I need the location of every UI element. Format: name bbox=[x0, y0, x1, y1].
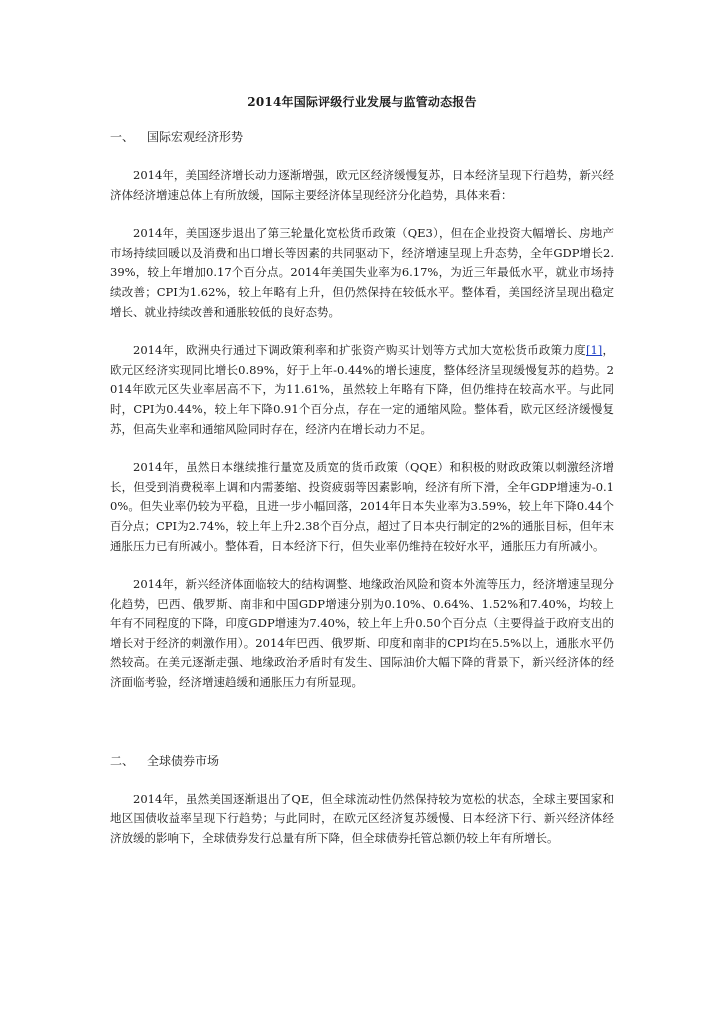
footnote-link[interactable]: [1] bbox=[585, 343, 603, 358]
document-body bbox=[110, 94, 614, 867]
section-number: 二、 bbox=[110, 753, 135, 768]
paragraph-bond-market: 2014年，虽然美国逐渐退出了QE，但全球流动性仍然保持较为宽松的状态，全球主要国家和地区国债收益率呈现下行趋势；与此同时，在欧元区经济复苏缓慢、日本经济下行、新兴经济体经济放缓的影响下，全球债券发行总量有所下降，但全球债券托管总额仍较上年有所增长。 bbox=[110, 791, 614, 845]
paragraph-text: ，欧元区经济实现同比增长0.89%，好于上年-0.44%的增长速度，整体经济呈现缓慢复苏的趋势。2014年欧元区失业率居高不下，为11.61%，虽然较上年略有下降，但仍维持在较高水平。与此同时，CPI为0.44%，较上年下降0.91个百分点，存在一定的通缩风险。整体看，欧元区经济缓慢复苏，但高失业率和通缩风险同时存在，经济内在增长动力不足。 bbox=[110, 343, 615, 436]
section-number: 一、 bbox=[110, 130, 135, 144]
paragraph-emerging-economies: 2014年，新兴经济体面临较大的结构调整、地缘政治风险和资本外流等压力，经济增速呈现分化趋势，巴西、俄罗斯、南非和中国GDP增速分别为0.10%、0.64%、1.52%和7.40%，均较上年有不同程度的下降，印度GDP增速为7.40%，较上年上升0.50个百分点（主要得益于政府支出的增长对于经济的刺激作用）。2014年巴西、俄罗斯、印度和南非的CPI均在5.5%以上，通胀水平仍然较高。在美元逐渐走强、地缘政治矛盾时有发生、国际油价大幅下降的背景下，新兴经济体的经济面临考验，经济增速趋缓和通胀压力有所显现。 bbox=[110, 577, 614, 690]
paragraph-eurozone-economy bbox=[110, 341, 614, 439]
section-heading-2 bbox=[110, 752, 614, 770]
section-spacer bbox=[110, 712, 614, 752]
document-title: 2014年国际评级行业发展与监管动态报告 bbox=[247, 95, 477, 109]
paragraph-text: 2014年，欧洲央行通过下调政策利率和扩张资产购买计划等方式加大宽松货币政策力度 bbox=[133, 343, 586, 358]
paragraph-intro: 2014年，美国经济增长动力逐渐增强，欧元区经济缓慢复苏，日本经济呈现下行趋势，新兴经济体经济增速总体上有所放缓，国际主要经济体呈现经济分化趋势，具体来看： bbox=[110, 168, 614, 202]
paragraph-japan-economy: 2014年，虽然日本继续推行量宽及质宽的货币政策（QQE）和积极的财政政策以刺激经济增长，但受到消费税率上调和内需萎缩、投资疲弱等因素影响，经济有所下滑，全年GDP增速为-0.10%。但失业率仍较为平稳，且进一步小幅回落，2014年日本失业率为3.59%，较上年下降0.44个百分点；CPI为2.74%，较上年上升2.38个百分点，超过了日本央行制定的2%的通胀目标，但年末通胀压力已有所减小。整体看，日本经济下行，但失业率仍维持在较好水平，通胀压力有所减小。 bbox=[110, 460, 614, 553]
section-heading-1 bbox=[110, 128, 614, 146]
section-title: 国际宏观经济形势 bbox=[147, 130, 244, 144]
paragraph-us-economy: 2014年，美国逐步退出了第三轮量化宽松货币政策（QE3），但在企业投资大幅增长、房地产市场持续回暖以及消费和出口增长等因素的共同驱动下，经济增速呈现上升态势，全年GDP增长2.39%，较上年增加0.17个百分点。2014年美国失业率为6.17%，为近三年最低水平，就业市场持续改善；CPI为1.62%，较上年略有上升，但仍然保持在较低水平。整体看，美国经济呈现出稳定增长、就业持续改善和通胀较低的良好态势。 bbox=[110, 226, 614, 319]
section-title: 全球债券市场 bbox=[147, 753, 220, 768]
